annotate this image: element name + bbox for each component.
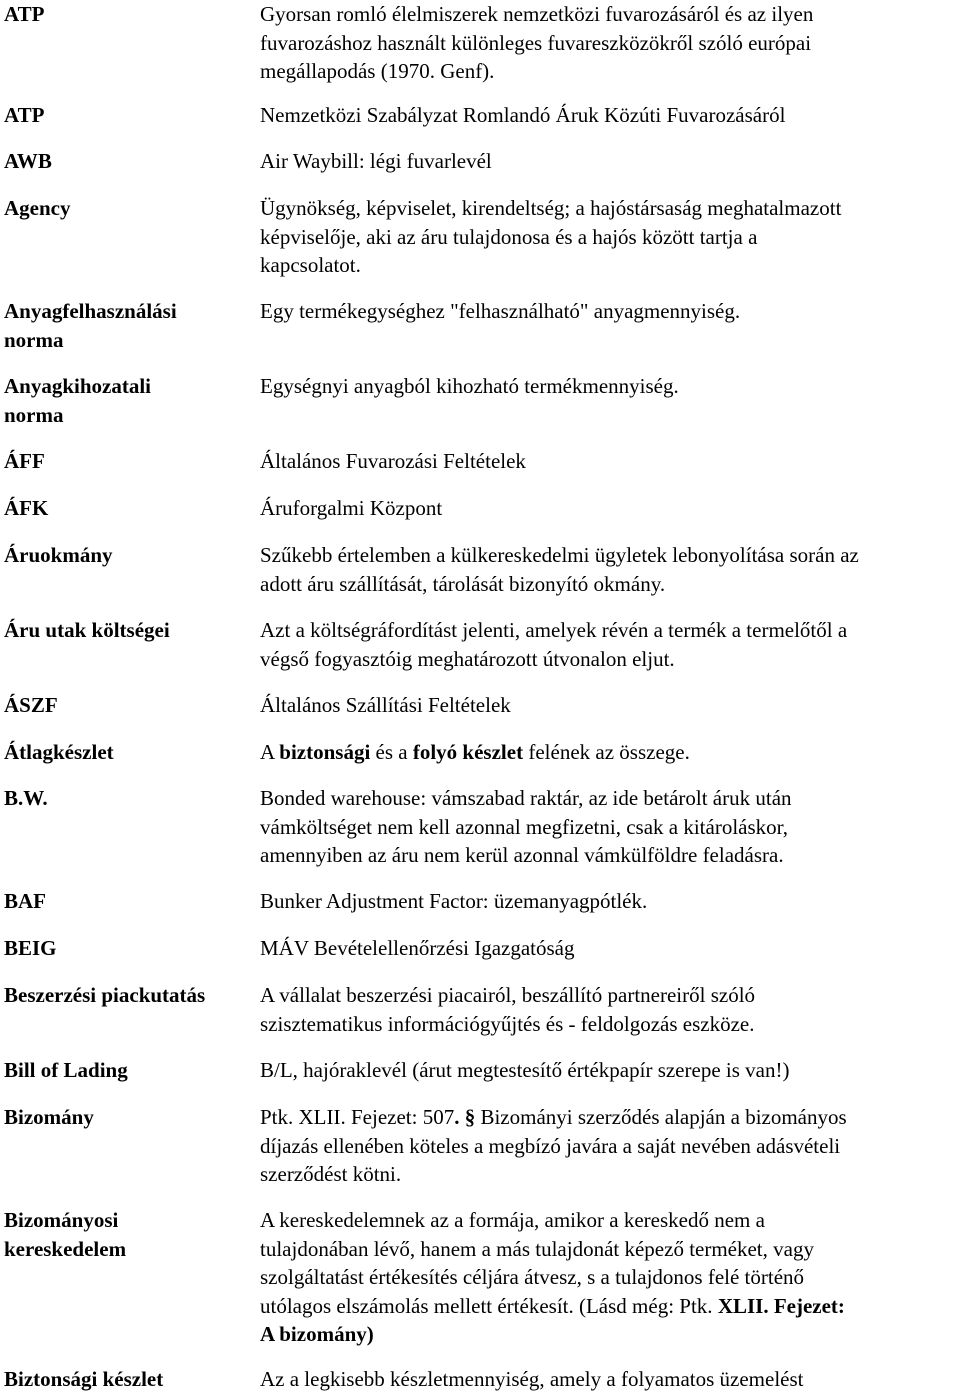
glossary-term: Átlagkészlet: [4, 740, 114, 764]
definition-bold-text: XLII. Fejezet:: [717, 1293, 845, 1318]
glossary-definition: [260, 101, 960, 130]
definition-line: Nemzetközi Szabályzat Romlandó Áruk Közúti Fuvarozásáról: [260, 103, 786, 127]
definition-text: Ptk. XLII. Fejezet: 507: [260, 1105, 455, 1129]
glossary-term: [4, 372, 252, 429]
glossary-definition: [260, 616, 960, 673]
definition-text: utólagos elszámolás mellett értékesít. (Lásd még: Ptk.: [260, 1293, 718, 1318]
definition-text: és a: [370, 740, 413, 764]
glossary-term: ATP: [4, 2, 45, 26]
term-line: Anyagfelhasználási: [4, 299, 177, 323]
glossary-term: [4, 1206, 252, 1263]
definition-line: [260, 1103, 960, 1132]
definition-line: Általános Szállítási Feltételek: [260, 693, 511, 717]
term-line: Bizományosi: [4, 1208, 119, 1232]
definition-line: Bunker Adjustment Factor: üzemanyagpótlék.: [260, 889, 648, 913]
glossary-term: BAF: [4, 889, 46, 913]
definition-line: Általános Fuvarozási Feltételek: [260, 449, 526, 473]
glossary-definition: [260, 887, 960, 916]
glossary-definition: [260, 297, 960, 326]
definition-line: fuvarozáshoz használt különleges fuvareszközökről szóló európai: [260, 30, 812, 55]
glossary-definition: [260, 784, 960, 870]
definition-line: Air Waybill: légi fuvarlevél: [260, 149, 492, 173]
glossary-term: Biztonsági készlet: [4, 1367, 164, 1391]
glossary-definition: [260, 1365, 960, 1394]
definition-line: kapcsolatot.: [260, 253, 361, 277]
definition-line: adott áru szállítását, tárolását bizonyító okmány.: [260, 571, 666, 596]
definition-line: Egy termékegységhez "felhasználható" anyagmennyiség.: [260, 299, 741, 323]
glossary-term: Bizomány: [4, 1105, 94, 1129]
definition-line: megállapodás (1970. Genf).: [260, 59, 495, 83]
glossary-definition: [260, 194, 960, 280]
term-line: kereskedelem: [4, 1236, 127, 1261]
definition-bold-text: . §: [454, 1105, 476, 1129]
definition-line: díjazás ellenében köteles a megbízó javára a saját nevében adásvételi: [260, 1133, 841, 1158]
definition-text: A: [260, 740, 280, 764]
glossary-term: ÁFK: [4, 496, 49, 520]
definition-line: Egységnyi anyagból kihozható termékmennyiség.: [260, 374, 679, 398]
glossary-definition: [260, 147, 960, 176]
glossary-term: Áru utak költségei: [4, 618, 170, 642]
glossary-term: B.W.: [4, 786, 48, 810]
glossary-definition: [260, 934, 960, 963]
glossary-term: ÁFF: [4, 449, 45, 473]
glossary-definition: [260, 981, 960, 1038]
glossary-term: ÁSZF: [4, 693, 58, 717]
term-line: norma: [4, 327, 64, 352]
glossary-definition: [260, 372, 960, 401]
glossary-term: [4, 297, 252, 354]
glossary-term: BEIG: [4, 936, 57, 960]
definition-line: amennyiben az áru nem kerül azonnal vámkülföldre feladásra.: [260, 843, 784, 867]
definition-line: Ügynökség, képviselet, kirendeltség; a hajóstársaság meghatalmazott: [260, 196, 842, 220]
glossary-definition: [260, 1056, 960, 1085]
definition-line: Az a legkisebb készletmennyiség, amely a folyamatos üzemelést: [260, 1367, 804, 1391]
definition-line: [260, 1320, 960, 1349]
glossary-definition: [260, 1103, 960, 1189]
definition-line: MÁV Bevételellenőrzési Igazgatóság: [260, 936, 575, 960]
definition-line: Szűkebb értelemben a külkereskedelmi ügyletek lebonyolítása során az: [260, 543, 859, 567]
definition-text: felének az összege.: [523, 740, 690, 764]
glossary-term: Agency: [4, 196, 71, 220]
glossary-definition: [260, 738, 960, 767]
term-line: Anyagkihozatali: [4, 374, 152, 398]
definition-bold-text: folyó készlet: [412, 740, 524, 764]
glossary-term: ATP: [4, 103, 45, 127]
glossary-definition: [260, 447, 960, 476]
definition-line: A kereskedelemnek az a formája, amikor a kereskedő nem a: [260, 1208, 765, 1232]
definition-line: képviselője, aki az áru tulajdonosa és a hajós között tartja a: [260, 224, 758, 249]
definition-line: Azt a költségráfordítást jelenti, amelyek révén a termék a termelőtől a: [260, 618, 848, 642]
glossary-definition: [260, 691, 960, 720]
definition-line: végső fogyasztóig meghatározott útvonalon eljut.: [260, 646, 675, 671]
glossary-definition: [260, 0, 960, 86]
glossary-term: Beszerzési piackutatás: [4, 983, 206, 1007]
definition-line: [260, 738, 960, 767]
glossary-definition: [260, 1206, 960, 1349]
definition-line: Bonded warehouse: vámszabad raktár, az ide betárolt áruk után: [260, 786, 792, 810]
definition-text: Bizományi szerződés alapján a bizományos: [475, 1105, 847, 1129]
glossary-term: AWB: [4, 149, 52, 173]
definition-bold-text: biztonsági: [279, 740, 371, 764]
definition-line: [260, 1292, 960, 1321]
definition-line: szisztematikus információgyűjtés és - feldolgozás eszköze.: [260, 1011, 755, 1036]
definition-line: szerződést kötni.: [260, 1162, 402, 1186]
term-line: norma: [4, 402, 64, 427]
definition-line: szolgáltatást értékesítés céljára átvesz, s a tulajdonos felé történő: [260, 1265, 805, 1289]
definition-line: vámköltséget nem kell azonnal megfizetni, csak a kitároláskor,: [260, 814, 789, 839]
definition-bold-text: A bizomány): [260, 1322, 374, 1346]
glossary-definition: [260, 541, 960, 598]
definition-line: Áruforgalmi Központ: [260, 496, 443, 520]
glossary-definition: [260, 494, 960, 523]
glossary-term: Bill of Lading: [4, 1058, 128, 1082]
definition-line: B/L, hajóraklevél (árut megtestesítő értékpapír szerepe is van!): [260, 1058, 790, 1082]
definition-line: A vállalat beszerzési piacairól, beszállító partnereiről szóló: [260, 983, 756, 1007]
glossary-term: Áruokmány: [4, 543, 113, 567]
definition-line: Gyorsan romló élelmiszerek nemzetközi fuvarozásáról és az ilyen: [260, 2, 814, 26]
definition-line: tulajdonában lévő, hanem a más tulajdonát képező terméket, vagy: [260, 1236, 814, 1261]
